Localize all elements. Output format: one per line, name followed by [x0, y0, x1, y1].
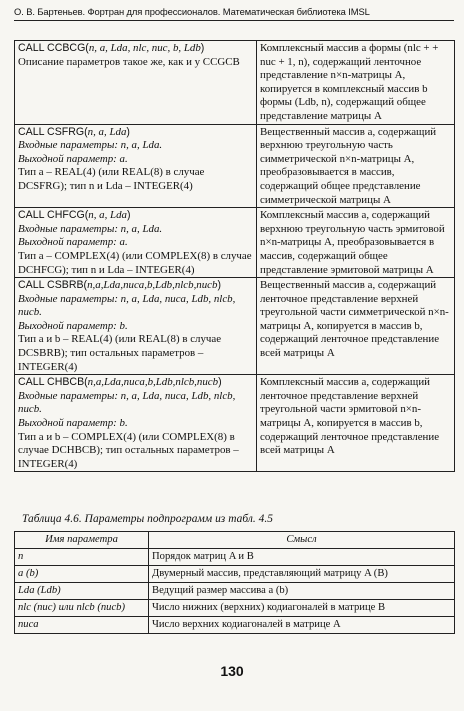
- subroutine-name: CALL CSFRG(: [18, 125, 88, 138]
- parameter-row: [15, 617, 455, 634]
- parameter-name: nuca: [15, 617, 149, 634]
- subroutine-detail-line: Входные параметры: n, a, Lda, nuca, Ldb, nlcb, nucb.: [18, 292, 236, 319]
- subroutine-detail-line: Входные параметры: n, a, Lda, nuca, Ldb, nlcb, nucb.: [18, 389, 236, 416]
- parameters-header-row: [15, 532, 455, 549]
- parameter-name: a (b): [15, 566, 149, 583]
- subroutine-name: CALL CCBCG(: [18, 42, 89, 54]
- subroutine-signature: [18, 209, 253, 223]
- parameter-row: [15, 566, 455, 583]
- running-header: О. В. Бартеньев. Фортран для профессионалов. Математическая библиотека IMSL: [14, 6, 454, 21]
- subroutine-detail-line: Выходной параметр: a.: [18, 152, 128, 165]
- subroutine-detail-line: Входные параметры: n, a, Lda.: [18, 139, 163, 152]
- subroutine-description: Комплексный массив a, содержащий верхнюю треугольную часть эрмитовой n×n-матрицы A, преобразовывается в массив, содержащий общее представление эрмитовой матрицы A: [257, 208, 455, 278]
- subroutine-detail-line: Выходной параметр: b.: [18, 417, 128, 430]
- subroutine-args: n,a,Lda,nuca,b,Ldb,nlcb,nucb: [87, 376, 219, 389]
- subroutine-signature: [18, 42, 253, 56]
- subroutine-detail-line: Тип a и b – COMPLEX(4) (или COMPLEX(8) в случае DCHBCB); тип остальных параметров – INTEGER(4): [18, 430, 239, 470]
- subroutine-row: [15, 41, 455, 125]
- subroutine-description: Комплексный массив a формы (nlc + + nuc + 1, n), содержащий ленточное представление n×n-матрицы A, копируется в комплексный массив b формы (Ldb, n), содержащий общее представление матрицы A: [257, 41, 455, 125]
- subroutine-name: CALL CSBRB(: [18, 279, 88, 292]
- subroutine-description: Вещественный массив a, содержащий ленточное представление верхней треугольной части симметрической n×n-матрицы A, копируется в массив b, содержащий ленточное представление всей матрицы A: [257, 278, 455, 375]
- subroutine-args: n, a, Lda, nlc, nuc, b, Ldb: [88, 42, 201, 54]
- subroutine-detail-line: Входные параметры: n, a, Lda.: [18, 222, 163, 235]
- subroutine-detail-line: Тип a и b – REAL(4) (или REAL(8) в случае DCSBRB); тип остальных параметров – INTEGER(4): [18, 333, 222, 373]
- subroutine-detail-line: Выходной параметр: a.: [18, 236, 128, 249]
- subroutine-signature: [18, 279, 253, 293]
- subroutine-row: [15, 124, 455, 208]
- parameter-row: [15, 583, 455, 600]
- parameter-name: n: [15, 549, 149, 566]
- subroutine-signature: [18, 376, 253, 390]
- subroutine-call-cell: [15, 375, 257, 472]
- parameter-meaning: Двумерный массив, представляющий матрицу A (B): [149, 566, 455, 583]
- subroutine-close: ): [126, 125, 130, 138]
- subroutine-close: ): [217, 279, 221, 292]
- subroutine-call-cell: [15, 124, 257, 208]
- page-number: 130: [220, 663, 244, 679]
- subroutine-row: [15, 375, 455, 472]
- subroutine-detail-line: Тип a – REAL(4) (или REAL(8) в случае DCSFRG); тип n и Lda – INTEGER(4): [18, 166, 205, 192]
- parameter-meaning: Ведущий размер массива a (b): [149, 583, 455, 600]
- subroutine-description: Вещественный массив a, содержащий верхнюю треугольную часть симметрической n×n-матрицы A, преобразовывается в массив, содержащий общее представление симметрической матрицы A: [257, 124, 455, 208]
- subroutine-detail-line: Выходной параметр: b.: [18, 319, 128, 332]
- parameter-row: [15, 600, 455, 617]
- subroutine-close: ): [200, 42, 205, 54]
- column-header-meaning: Смысл: [149, 532, 455, 549]
- subroutine-call-cell: [15, 41, 257, 125]
- subroutine-args: n, a, Lda: [88, 209, 127, 222]
- subroutine-detail-line: Описание параметров такое же, как и у CCGCB: [18, 55, 240, 68]
- subroutine-name: CALL CHBCB(: [18, 376, 88, 389]
- parameter-name: nlc (nuc) или nlcb (nucb): [15, 600, 149, 617]
- subroutine-args: n, a, Lda: [87, 125, 127, 138]
- table-caption: Таблица 4.6. Параметры подпрограмм из табл. 4.5: [22, 513, 274, 525]
- parameter-meaning: Число верхних кодиагоналей в матрице A: [149, 617, 455, 634]
- subroutines-table: [14, 40, 455, 472]
- parameter-row: [15, 549, 455, 566]
- parameter-name: Lda (Ldb): [15, 583, 149, 600]
- subroutine-description: Комплексный массив a, содержащий ленточное представление верхней треугольной части эрмитовой n×n-матрицы A, копируется в массив b, содержащий ленточное представление всей матрицы A: [257, 375, 455, 472]
- subroutine-signature: [18, 126, 253, 140]
- subroutine-close: ): [126, 209, 131, 222]
- subroutine-call-cell: [15, 278, 257, 375]
- subroutine-row: [15, 278, 455, 375]
- subroutine-detail-line: Тип a – COMPLEX(4) (или COMPLEX(8) в случае DCHFCG); тип n и Lda – INTEGER(4): [18, 249, 252, 276]
- parameter-meaning: Порядок матриц A и B: [149, 549, 455, 566]
- column-header-param-name: Имя параметра: [15, 532, 149, 549]
- subroutine-name: CALL CHFCG(: [18, 209, 89, 222]
- parameters-table: [14, 531, 455, 634]
- parameter-meaning: Число нижних (верхних) кодиагоналей в матрице B: [149, 600, 455, 617]
- subroutine-close: ): [218, 376, 222, 389]
- subroutine-row: [15, 208, 455, 278]
- subroutine-args: n,a,Lda,nuca,b,Ldb,nlcb,nucb: [87, 279, 218, 292]
- subroutine-call-cell: [15, 208, 257, 278]
